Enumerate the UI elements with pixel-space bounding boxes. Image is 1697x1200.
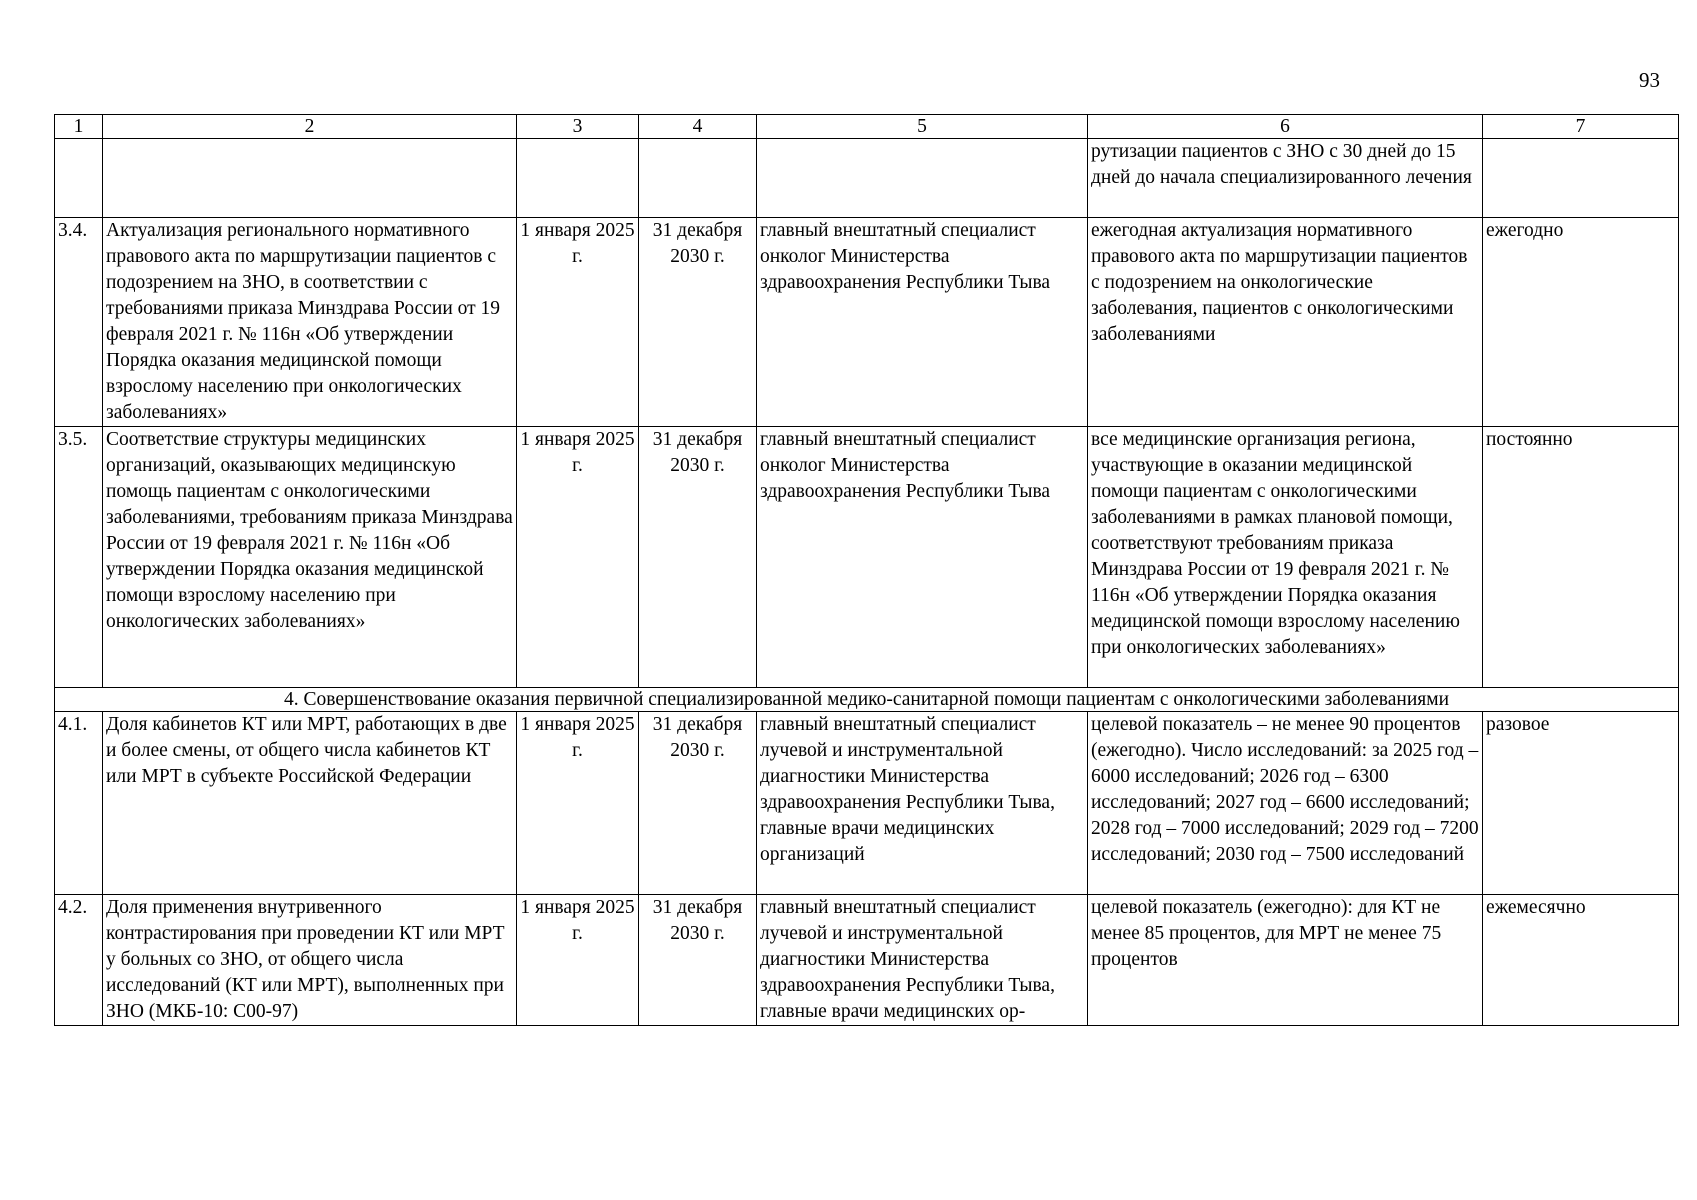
column-number: 4: [639, 115, 757, 139]
periodicity: разовое: [1483, 712, 1679, 895]
table-row: [55, 895, 1679, 1026]
result-cell: целевой показатель – не менее 90 процентов (ежегодно). Число исследований: за 2025 год – 6000 исследований; 2026 год – 6300 исследований; 2027 год – 6600 исследований; 2028 год – 7000 исследований; 2029 год – 7200 исследований; 2030 год – 7500 исследований: [1088, 712, 1483, 895]
periodicity: ежегодно: [1483, 218, 1679, 427]
table-row: [55, 712, 1679, 895]
measure-name: Доля кабинетов КТ или МРТ, работающих в две и более смены, от общего числа кабинетов КТ или МРТ в субъекте Российской Федерации: [103, 712, 517, 895]
section-title: 4. Совершенствование оказания первичной специализированной медико-санитарной помощи пациентам с онкологическими заболеваниями: [55, 688, 1679, 712]
plan-table: [54, 114, 1679, 1026]
end-date: 31 декабря 2030 г.: [639, 218, 757, 427]
section-heading-row: [55, 688, 1679, 712]
row-number: 3.5.: [55, 427, 103, 688]
page-number: 93: [1639, 68, 1660, 92]
end-date: 31 декабря 2030 г.: [639, 895, 757, 1026]
measure-name: Актуализация регионального нормативного правового акта по маршрутизации пациентов с подозрением на ЗНО, в соответствии с требованиями приказа Минздрава России от 19 февраля 2021 г. № 116н «Об утверждении Порядка оказания медицинской помощи взрослому населению при онкологических заболеваниях»: [103, 218, 517, 427]
row-number: 4.1.: [55, 712, 103, 895]
end-date: 31 декабря 2030 г.: [639, 712, 757, 895]
column-number-row: [55, 115, 1679, 139]
column-number: 3: [517, 115, 639, 139]
periodicity: постоянно: [1483, 427, 1679, 688]
continuation-row: [55, 139, 1679, 218]
start-date: 1 января 2025 г.: [517, 218, 639, 427]
responsible: главный внештатный специалист лучевой и инструментальной диагностики Министерства здравоохранения Республики Тыва, главные врачи медицинских ор-: [757, 895, 1088, 1026]
table-row: [55, 218, 1679, 427]
measure-name: Доля применения внутривенного контрастирования при проведении КТ или МРТ у больных со ЗНО, от общего числа исследований (КТ или МРТ), выполненных при ЗНО (МКБ-10: С00-97): [103, 895, 517, 1026]
empty-cell: [517, 139, 639, 218]
empty-cell: [757, 139, 1088, 218]
row-number: 3.4.: [55, 218, 103, 427]
empty-cell: [103, 139, 517, 218]
result-cell: целевой показатель (ежегодно): для КТ не менее 85 процентов, для МРТ не менее 75 процентов: [1088, 895, 1483, 1026]
start-date: 1 января 2025 г.: [517, 895, 639, 1026]
empty-cell: [55, 139, 103, 218]
start-date: 1 января 2025 г.: [517, 712, 639, 895]
responsible: главный внештатный специалист онколог Министерства здравоохранения Республики Тыва: [757, 218, 1088, 427]
column-number: 6: [1088, 115, 1483, 139]
responsible: главный внештатный специалист лучевой и инструментальной диагностики Министерства здравоохранения Республики Тыва, главные врачи медицинских организаций: [757, 712, 1088, 895]
empty-cell: [639, 139, 757, 218]
column-number: 1: [55, 115, 103, 139]
column-number: 5: [757, 115, 1088, 139]
start-date: 1 января 2025 г.: [517, 427, 639, 688]
result-cell: рутизации пациентов с ЗНО с 30 дней до 15 дней до начала специализированного лечения: [1088, 139, 1483, 218]
table-row: [55, 427, 1679, 688]
periodicity: ежемесячно: [1483, 895, 1679, 1026]
responsible: главный внештатный специалист онколог Министерства здравоохранения Республики Тыва: [757, 427, 1088, 688]
measure-name: Соответствие структуры медицинских организаций, оказывающих медицинскую помощь пациентам с онкологическими заболеваниями, требованиям приказа Минздрава России от 19 февраля 2021 г. № 116н «Об утверждении Порядка оказания медицинской помощи взрослому населению при онкологических заболеваниях»: [103, 427, 517, 688]
empty-cell: [1483, 139, 1679, 218]
result-cell: все медицинские организация региона, участвующие в оказании медицинской помощи пациентам с онкологическими заболеваниями в рамках плановой помощи, соответствуют требованиям приказа Минздрава России от 19 февраля 2021 г. № 116н «Об утверждении Порядка оказания медицинской помощи взрослому населению при онкологических заболеваниях»: [1088, 427, 1483, 688]
column-number: 2: [103, 115, 517, 139]
row-number: 4.2.: [55, 895, 103, 1026]
column-number: 7: [1483, 115, 1679, 139]
end-date: 31 декабря 2030 г.: [639, 427, 757, 688]
result-cell: ежегодная актуализация нормативного правового акта по маршрутизации пациентов с подозрением на онкологические заболевания, пациентов с онкологическими заболеваниями: [1088, 218, 1483, 427]
